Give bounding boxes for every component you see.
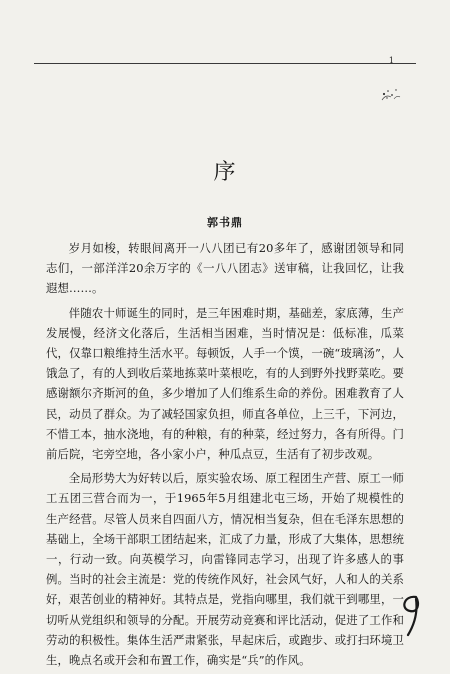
- paragraph-3: 全局形势大为好转以后，原实验农场、原工程团生产营、原工一师工五团三营合而为一，于1965年5月组建北屯三场，开始了规模性的生产经营。尽管人员来自四面八方，情况相当复杂，但在毛泽东思想的基础上，全场干部职工团结起来，汇成了力量，形成了大集体，思想统一，行动一致。向英模学习，向雷锋同志学习，出现了许多感人的事例。当时的社会主流是：党的传统作风好，社会风气好，人和人的关系好，艰苦创业的精神好。其特点是，党指向哪里，我们就干到哪里，一切听从党组织和领导的分配。开展劳动竞赛和评比活动，促进了工作和劳动的积极性。集体生活严肃紧张，早起床后，或跑步、或打扫环境卫生，晚点名或开会和布置工作，确实是“兵”的作风。: [46, 471, 404, 668]
- handwritten-page-mark: [394, 591, 428, 639]
- paragraph-2: 伴随农十师诞生的同时，是三年困难时期，基础差，家底薄，生产发展慢，经济文化落后，生活相当困难，当时情况是：低标准，瓜菜代，仅靠口粮维持生活水平。每顿饭，人手一个馍，一碗“玻璃汤”，人饿急了，有的人到收后菜地拣菜叶菜根吃，有的人到野外找野菜吃。要感谢额尔齐斯河的鱼，多少增加了人们维系生命的养份。困难教育了人民，动员了群众。为了减轻国家负担，师直各单位，上三千，下河边，不惜工本，抽水浇地，有的种粮，有的种菜，经过努力，各有所得。门前后院，宅旁空地，各小家小户，种瓜点豆，生活有了初步改观。: [46, 305, 404, 462]
- page-title: 序: [213, 160, 237, 185]
- paragraph-1: 岁月如梭，转眼间离开一八八团已有20多年了，感谢团领导和同志们，一部洋洋20余万字的《一八八团志》送审稿，让我回忆，让我遐想……。: [46, 241, 404, 296]
- header-rule: [34, 63, 416, 64]
- body-text: [46, 238, 404, 674]
- author-name: 郭书鼎: [207, 216, 243, 229]
- ink-speck-decoration: [378, 82, 404, 108]
- page-number: 1: [388, 56, 394, 65]
